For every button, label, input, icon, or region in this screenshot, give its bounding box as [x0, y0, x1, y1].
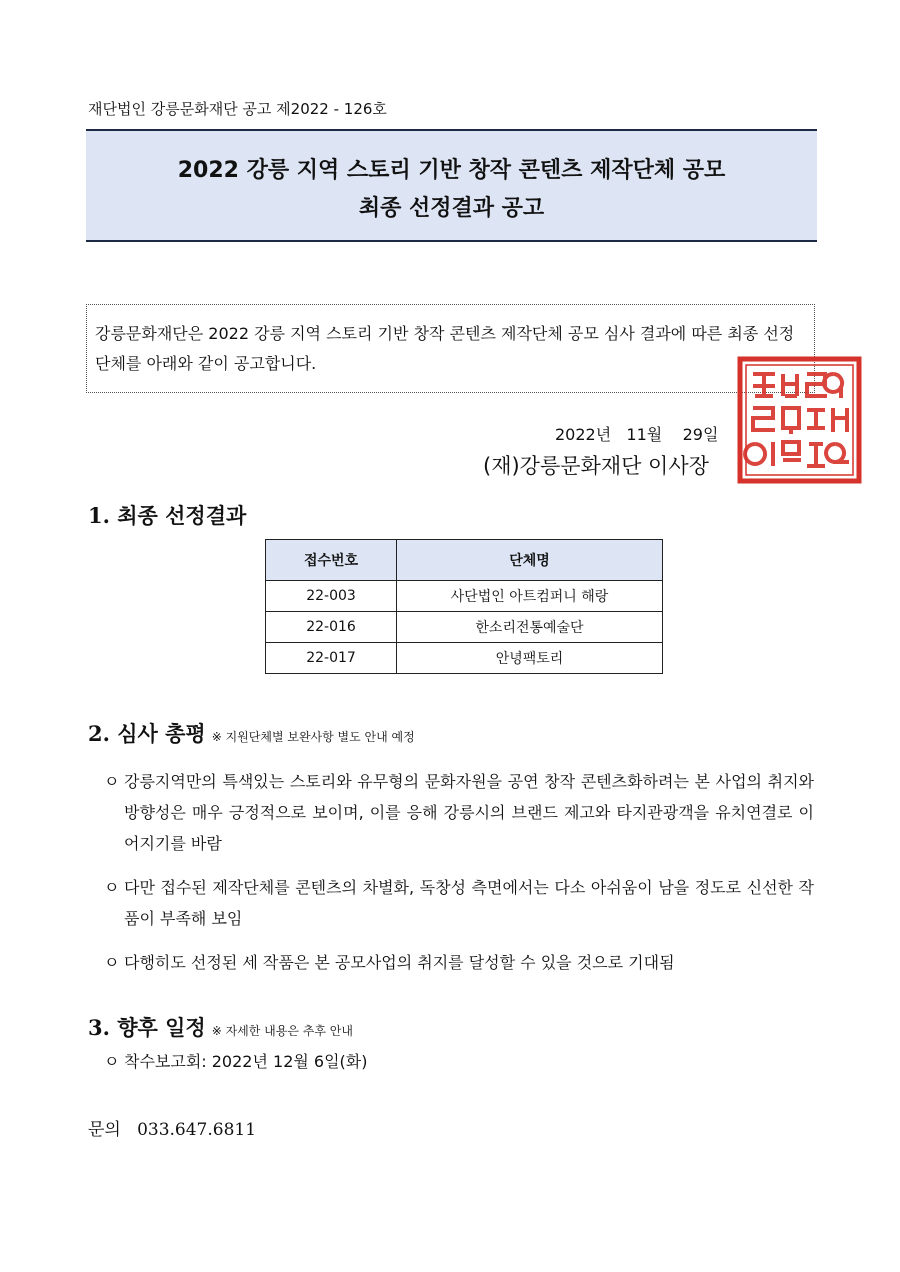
page-subtitle: 최종 선정결과 공고	[358, 196, 545, 221]
section-heading-text: 3. 향후 일정	[88, 1015, 206, 1040]
table-cell-group: 안녕팩토리	[397, 643, 663, 674]
document-number: 재단법인 강릉문화재단 공고 제2022 - 126호	[88, 100, 387, 118]
table-cell-number: 22-003	[266, 581, 397, 612]
list-item	[104, 872, 819, 936]
notice-text: 강릉문화재단은 2022 강릉 지역 스토리 기반 창작 콘텐츠 제작단체 공모 심사 결과에 따른 최종 선정단체를 아래와 같이 공고합니다.	[95, 324, 795, 373]
list-item	[104, 1046, 819, 1078]
section-note: ※ 지원단체별 보완사항 별도 안내 예정	[211, 730, 415, 744]
table-row	[266, 612, 663, 643]
section-heading-results	[88, 500, 246, 530]
table-row	[266, 581, 663, 612]
list-item	[104, 947, 819, 979]
section-heading-review	[88, 718, 415, 748]
contact-info	[88, 1115, 256, 1140]
list-item-text: 착수보고회: 2022년 12월 6일(화)	[124, 1052, 368, 1071]
section-heading-schedule	[88, 1012, 353, 1042]
notice-box	[86, 304, 815, 393]
contact-label: 문의	[88, 1120, 121, 1140]
table-header-cell: 접수번호	[266, 540, 397, 581]
bullet-mark: ㅇ	[104, 953, 120, 972]
official-seal-icon	[737, 356, 862, 484]
issuer-name: (재)강릉문화재단 이사장	[483, 454, 709, 478]
table-header-row	[266, 540, 663, 581]
contact-phone: 033.647.6811	[137, 1120, 257, 1140]
notice-date: 2022년 11월 29일	[555, 425, 719, 444]
list-item-text: 강릉지역만의 특색있는 스토리와 유무형의 문화자원을 공연 창작 콘텐츠화하려는 본 사업의 취지와 방향성은 매우 긍정적으로 보이며, 이를 응해 강릉시의 브랜드 제고와 타지관광객을 유치연결로 이어지기를 바람	[124, 772, 814, 853]
section-heading-text: 1. 최종 선정결과	[88, 503, 247, 528]
bullet-mark: ㅇ	[104, 1052, 120, 1071]
page-title: 2022 강릉 지역 스토리 기반 창작 콘텐츠 제작단체 공모	[177, 158, 726, 183]
list-item-text: 다만 접수된 제작단체를 콘텐츠의 차별화, 독창성 측면에서는 다소 아쉬움이 남을 정도로 신선한 작품이 부족해 보임	[124, 878, 814, 928]
table-row	[266, 643, 663, 674]
section-note: ※ 자세한 내용은 추후 안내	[211, 1024, 353, 1038]
list-item-text: 다행히도 선정된 세 작품은 본 공모사업의 취지를 달성할 수 있을 것으로 기대됨	[124, 953, 675, 972]
bullet-mark: ㅇ	[104, 772, 120, 791]
list-item	[104, 766, 819, 861]
section-heading-text: 2. 심사 총평	[88, 721, 206, 746]
table-cell-number: 22-016	[266, 612, 397, 643]
table-cell-group: 사단법인 아트컴퍼니 해랑	[397, 581, 663, 612]
table-header-cell: 단체명	[397, 540, 663, 581]
title-banner	[86, 129, 817, 242]
results-table	[265, 539, 663, 674]
bullet-mark: ㅇ	[104, 878, 120, 897]
table-cell-number: 22-017	[266, 643, 397, 674]
table-cell-group: 한소리전통예술단	[397, 612, 663, 643]
